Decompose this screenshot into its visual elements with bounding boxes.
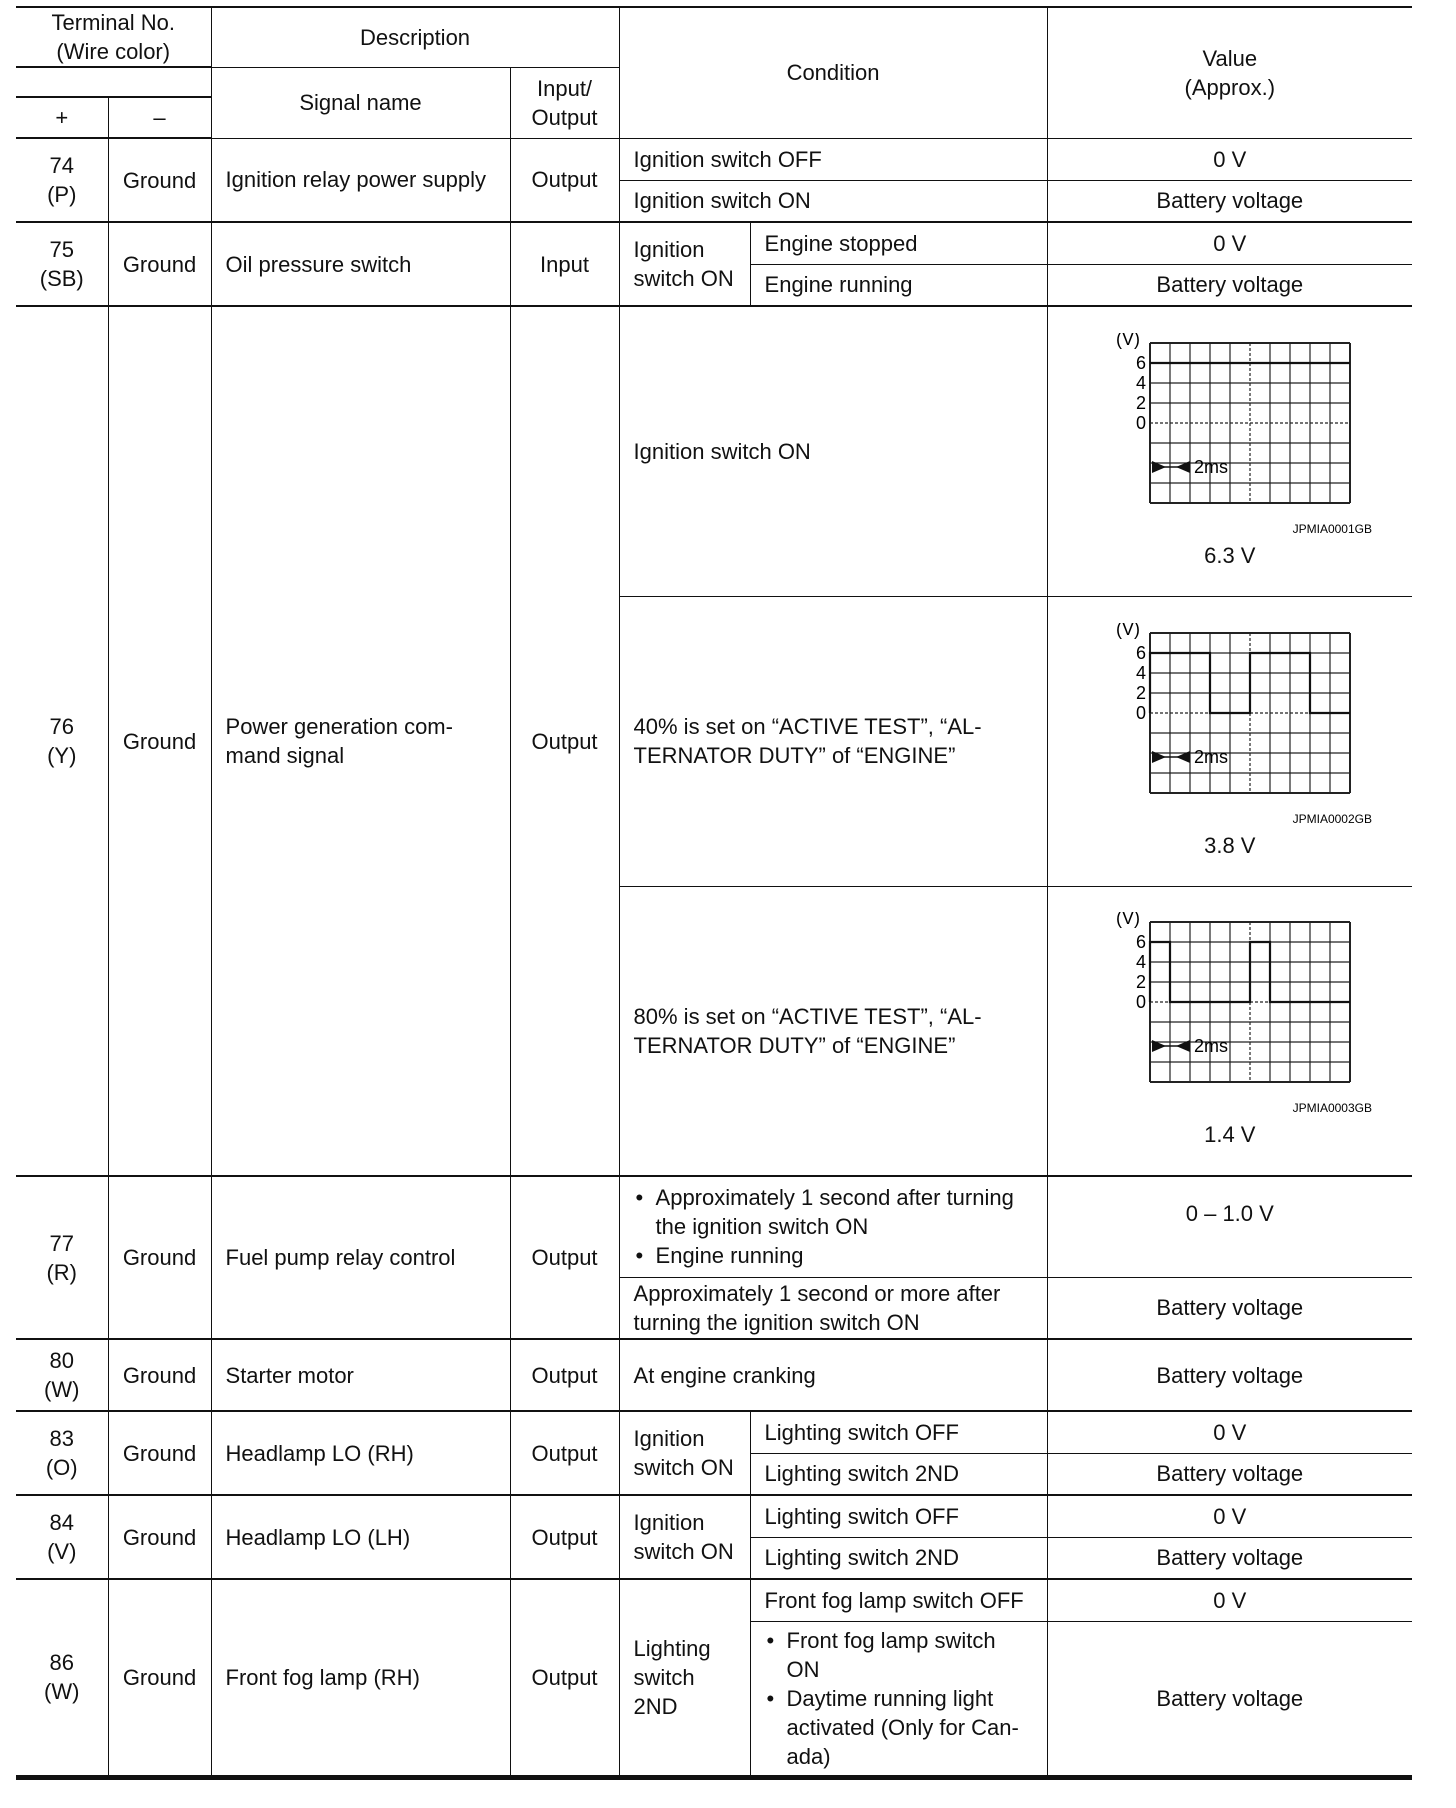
ground-cell: Ground: [108, 222, 211, 306]
terminal-cell: 75 (SB): [16, 222, 108, 306]
value-cell: Battery voltage: [1047, 1339, 1412, 1411]
condition-cell: [750, 1621, 1047, 1777]
axis-tick-label: 0: [1135, 412, 1146, 433]
terminal-cell: 80 (W): [16, 1339, 108, 1411]
value-cell: Battery voltage: [1047, 1453, 1412, 1495]
axis-unit: (V): [1115, 622, 1140, 639]
axis-tick-label: 2: [1135, 682, 1146, 703]
time-division-label: 2ms: [1193, 746, 1228, 767]
terminal-cell: 77 (R): [16, 1176, 108, 1339]
condition-cell: Ignition switch ON: [619, 306, 1047, 596]
axis-tick-label: 4: [1135, 952, 1146, 973]
waveform-cell: [1047, 886, 1412, 1176]
signal-name-cell: Oil pressure switch: [211, 222, 510, 306]
io-cell: Input: [510, 222, 619, 306]
description-header: Description: [211, 7, 619, 67]
io-cell: Output: [510, 1411, 619, 1495]
time-division-label: 2ms: [1193, 456, 1228, 477]
condition-cell: Lighting switch OFF: [750, 1495, 1047, 1537]
minus-header: –: [108, 97, 211, 138]
axis-tick-label: 2: [1135, 392, 1146, 413]
header-spacer: [16, 67, 211, 97]
signal-name-cell: Ignition relay power supply: [211, 138, 510, 222]
ground-cell: Ground: [108, 138, 211, 222]
value-cell: 0 V: [1047, 1411, 1412, 1453]
time-division-label: 2ms: [1193, 1036, 1228, 1057]
figure-code: JPMIA0002GB: [1292, 811, 1372, 826]
condition-main-cell: Ignition switch ON: [619, 222, 750, 306]
terminal-cell: 76 (Y): [16, 306, 108, 1176]
signal-name-cell: Power generation com- mand signal: [211, 306, 510, 1176]
terminal-cell: 84 (V): [16, 1495, 108, 1579]
condition-cell: At engine cranking: [619, 1339, 1047, 1411]
plus-header: +: [16, 97, 108, 138]
signal-name-cell: Front fog lamp (RH): [211, 1579, 510, 1777]
value-cell: Battery voltage: [1047, 1621, 1412, 1777]
condition-cell: Lighting switch 2ND: [750, 1537, 1047, 1579]
axis-tick-label: 6: [1135, 352, 1146, 373]
axis-tick-label: 0: [1135, 992, 1146, 1013]
ground-cell: Ground: [108, 1579, 211, 1777]
figure-code: JPMIA0003GB: [1292, 1101, 1372, 1116]
axis-tick-label: 0: [1135, 702, 1146, 723]
terminal-cell: 83 (O): [16, 1411, 108, 1495]
condition-cell: Lighting switch OFF: [750, 1411, 1047, 1453]
condition-cell: [619, 1176, 1047, 1277]
waveform-trace: [1150, 942, 1350, 1002]
bullet-item: • Daytime running light activated (Only for Can- ada): [765, 1684, 1033, 1771]
axis-unit: (V): [1115, 912, 1140, 929]
ground-cell: Ground: [108, 1339, 211, 1411]
signal-name-header: Signal name: [211, 67, 510, 138]
axis-unit: (V): [1115, 332, 1140, 349]
condition-header: Condition: [619, 7, 1047, 138]
io-cell: Output: [510, 1339, 619, 1411]
condition-cell: Engine running: [750, 264, 1047, 306]
axis-tick-label: 6: [1135, 642, 1146, 663]
waveform-cell: [1047, 596, 1412, 886]
condition-cell: Front fog lamp switch OFF: [750, 1579, 1047, 1621]
io-cell: Output: [510, 1176, 619, 1339]
terminal-cell: 86 (W): [16, 1579, 108, 1777]
ground-cell: Ground: [108, 1495, 211, 1579]
condition-cell: 40% is set on “ACTIVE TEST”, “AL- TERNATOR DUTY” of “ENGINE”: [619, 596, 1047, 886]
value-cell: Battery voltage: [1047, 1537, 1412, 1579]
io-cell: Output: [510, 1579, 619, 1777]
figure-code: JPMIA0001GB: [1292, 521, 1372, 536]
value-cell: Battery voltage: [1047, 180, 1412, 222]
io-header: Input/ Output: [510, 67, 619, 138]
condition-main-cell: Lighting switch 2ND: [619, 1579, 750, 1777]
value-cell: 0 V: [1047, 1579, 1412, 1621]
waveform-value: 3.8 V: [1204, 832, 1256, 858]
signal-name-cell: Headlamp LO (RH): [211, 1411, 510, 1495]
value-cell: 0 V: [1047, 138, 1412, 180]
ground-cell: Ground: [108, 306, 211, 1176]
condition-cell: 80% is set on “ACTIVE TEST”, “AL- TERNATOR DUTY” of “ENGINE”: [619, 886, 1047, 1176]
condition-cell: Ignition switch OFF: [619, 138, 1047, 180]
bullet-item: • Approximately 1 second after turning the ignition switch ON: [634, 1183, 1033, 1241]
io-cell: Output: [510, 306, 619, 1176]
axis-tick-label: 6: [1135, 932, 1146, 953]
ground-cell: Ground: [108, 1411, 211, 1495]
condition-cell: Approximately 1 second or more after turning the ignition switch ON: [619, 1277, 1047, 1339]
io-cell: Output: [510, 1495, 619, 1579]
waveform-value: 6.3 V: [1204, 542, 1256, 568]
value-cell: 0 – 1.0 V: [1047, 1176, 1412, 1277]
waveform-chart: [1080, 333, 1380, 543]
terminal-cell: 74 (P): [16, 138, 108, 222]
signal-name-cell: Starter motor: [211, 1339, 510, 1411]
condition-cell: Lighting switch 2ND: [750, 1453, 1047, 1495]
ground-cell: Ground: [108, 1176, 211, 1339]
value-cell: Battery voltage: [1047, 264, 1412, 306]
value-cell: 0 V: [1047, 222, 1412, 264]
condition-main-cell: Ignition switch ON: [619, 1495, 750, 1579]
value-cell: 0 V: [1047, 1495, 1412, 1537]
value-cell: Battery voltage: [1047, 1277, 1412, 1339]
axis-tick-label: 4: [1135, 662, 1146, 683]
bullet-item: • Engine running: [634, 1241, 1033, 1270]
waveform-cell: [1047, 306, 1412, 596]
signal-name-cell: Headlamp LO (LH): [211, 1495, 510, 1579]
signal-name-cell: Fuel pump relay control: [211, 1176, 510, 1339]
condition-cell: Engine stopped: [750, 222, 1047, 264]
terminal-table: [16, 6, 1412, 1780]
io-cell: Output: [510, 138, 619, 222]
condition-cell: Ignition switch ON: [619, 180, 1047, 222]
waveform-chart: [1080, 912, 1380, 1122]
condition-main-cell: Ignition switch ON: [619, 1411, 750, 1495]
axis-tick-label: 4: [1135, 372, 1146, 393]
axis-tick-label: 2: [1135, 972, 1146, 993]
waveform-chart: [1080, 623, 1380, 833]
waveform-trace: [1150, 653, 1350, 713]
waveform-value: 1.4 V: [1204, 1122, 1256, 1148]
value-header: Value (Approx.): [1047, 7, 1412, 138]
terminal-no-header: Terminal No. (Wire color): [16, 7, 211, 67]
bullet-item: • Front fog lamp switch ON: [765, 1626, 1033, 1684]
